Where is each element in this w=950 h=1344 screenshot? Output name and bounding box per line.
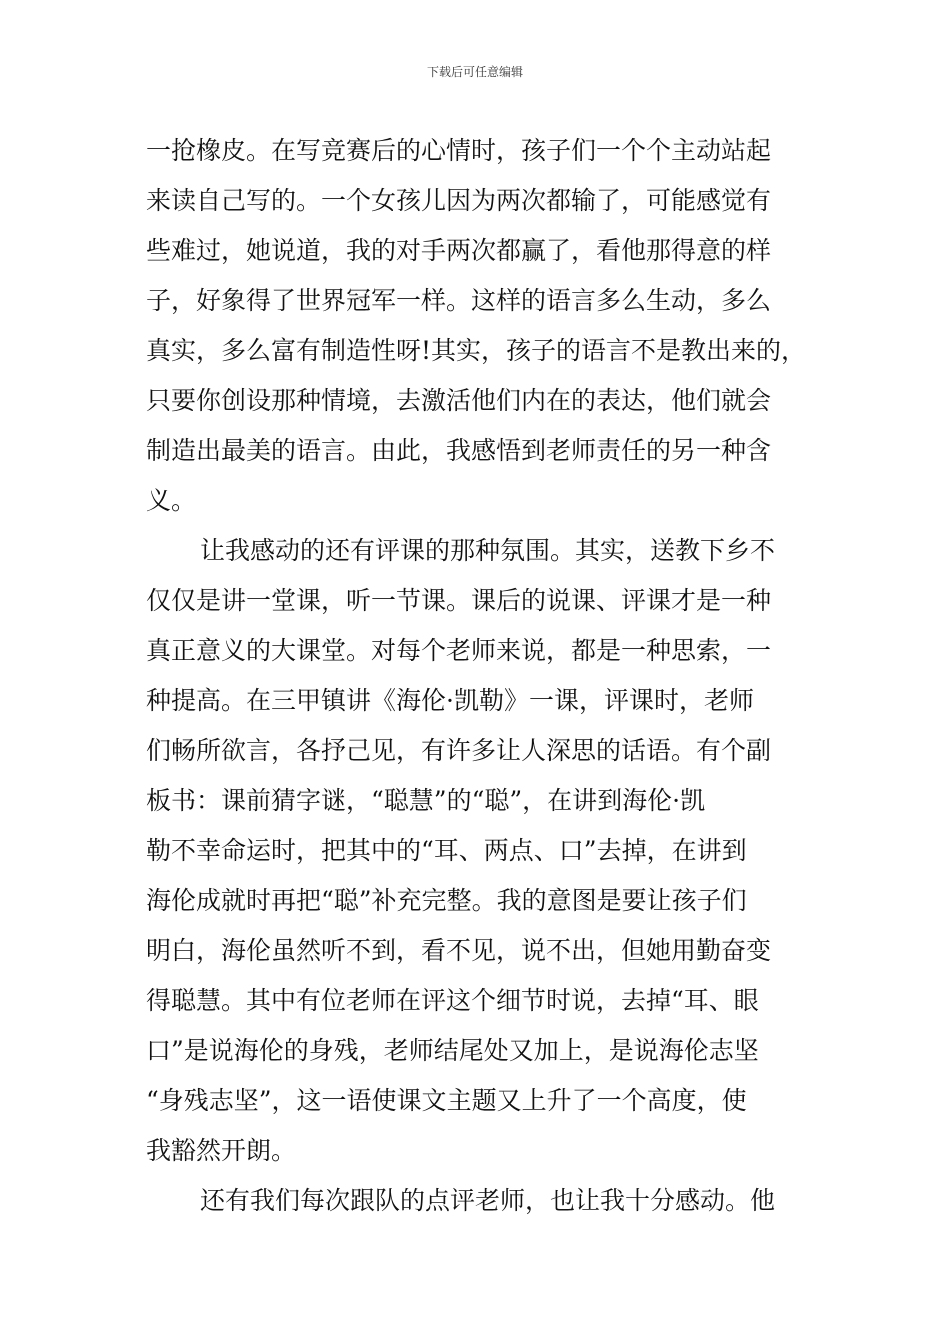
text-line: 我豁然开朗。 — [146, 1136, 297, 1165]
text-line: 口”是说海伦的身残，老师结尾处又加上，是说海伦志坚 — [146, 1036, 759, 1065]
text-line: 只要你创设那种情境，去激活他们内在的表达，他们就会 — [146, 386, 772, 415]
text-line: 仅仅是讲一堂课，听一节课。课后的说课、评课才是一种 — [146, 586, 772, 615]
text-line: 让我感动的还有评课的那种氛围。其实，送教下乡不 — [200, 536, 776, 565]
text-line: 还有我们每次跟队的点评老师，也让我十分感动。他 — [200, 1186, 776, 1215]
text-line: 勒不幸命运时，把其中的“耳、两点、口”去掉，在讲到 — [146, 836, 747, 865]
text-line: 真正意义的大课堂。对每个老师来说，都是一种思索，一 — [146, 636, 772, 665]
text-line: 板书：课前猜字谜，“聪慧”的“聪”，在讲到海伦·凯 — [146, 786, 706, 815]
text-line: 制造出最美的语言。由此，我感悟到老师责任的另一种含 — [146, 436, 772, 465]
text-line: 来读自己写的。一个女孩儿因为两次都输了，可能感觉有 — [146, 186, 772, 215]
page-header: 下载后可任意编辑 — [426, 65, 523, 79]
text-line: 子，好象得了世界冠军一样。这样的语言多么生动，多么 — [146, 286, 772, 315]
text-line: 种提高。在三甲镇讲《海伦·凯勒》一课，评课时，老师 — [146, 686, 754, 715]
text-line: “身残志坚”，这一语使课文主题又上升了一个高度，使 — [146, 1086, 747, 1115]
text-line: 们畅所欲言，各抒己见，有许多让人深思的话语。有个副 — [146, 736, 772, 765]
document-body — [146, 126, 810, 1226]
text-line: 明白，海伦虽然听不到，看不见，说不出，但她用勤奋变 — [146, 936, 772, 965]
text-line: 些难过，她说道，我的对手两次都赢了，看他那得意的样 — [146, 236, 772, 265]
text-line: 海伦成就时再把“聪”补充完整。我的意图是要让孩子们 — [146, 886, 747, 915]
text-line: 真实，多么富有制造性呀!其实，孩子的语言不是教出来的， — [146, 336, 807, 365]
text-line: 义。 — [146, 486, 197, 515]
text-line: 得聪慧。其中有位老师在评这个细节时说，去掉“耳、眼 — [146, 986, 759, 1015]
text-line: 一抢橡皮。在写竞赛后的心情时，孩子们一个个主动站起 — [146, 136, 772, 165]
